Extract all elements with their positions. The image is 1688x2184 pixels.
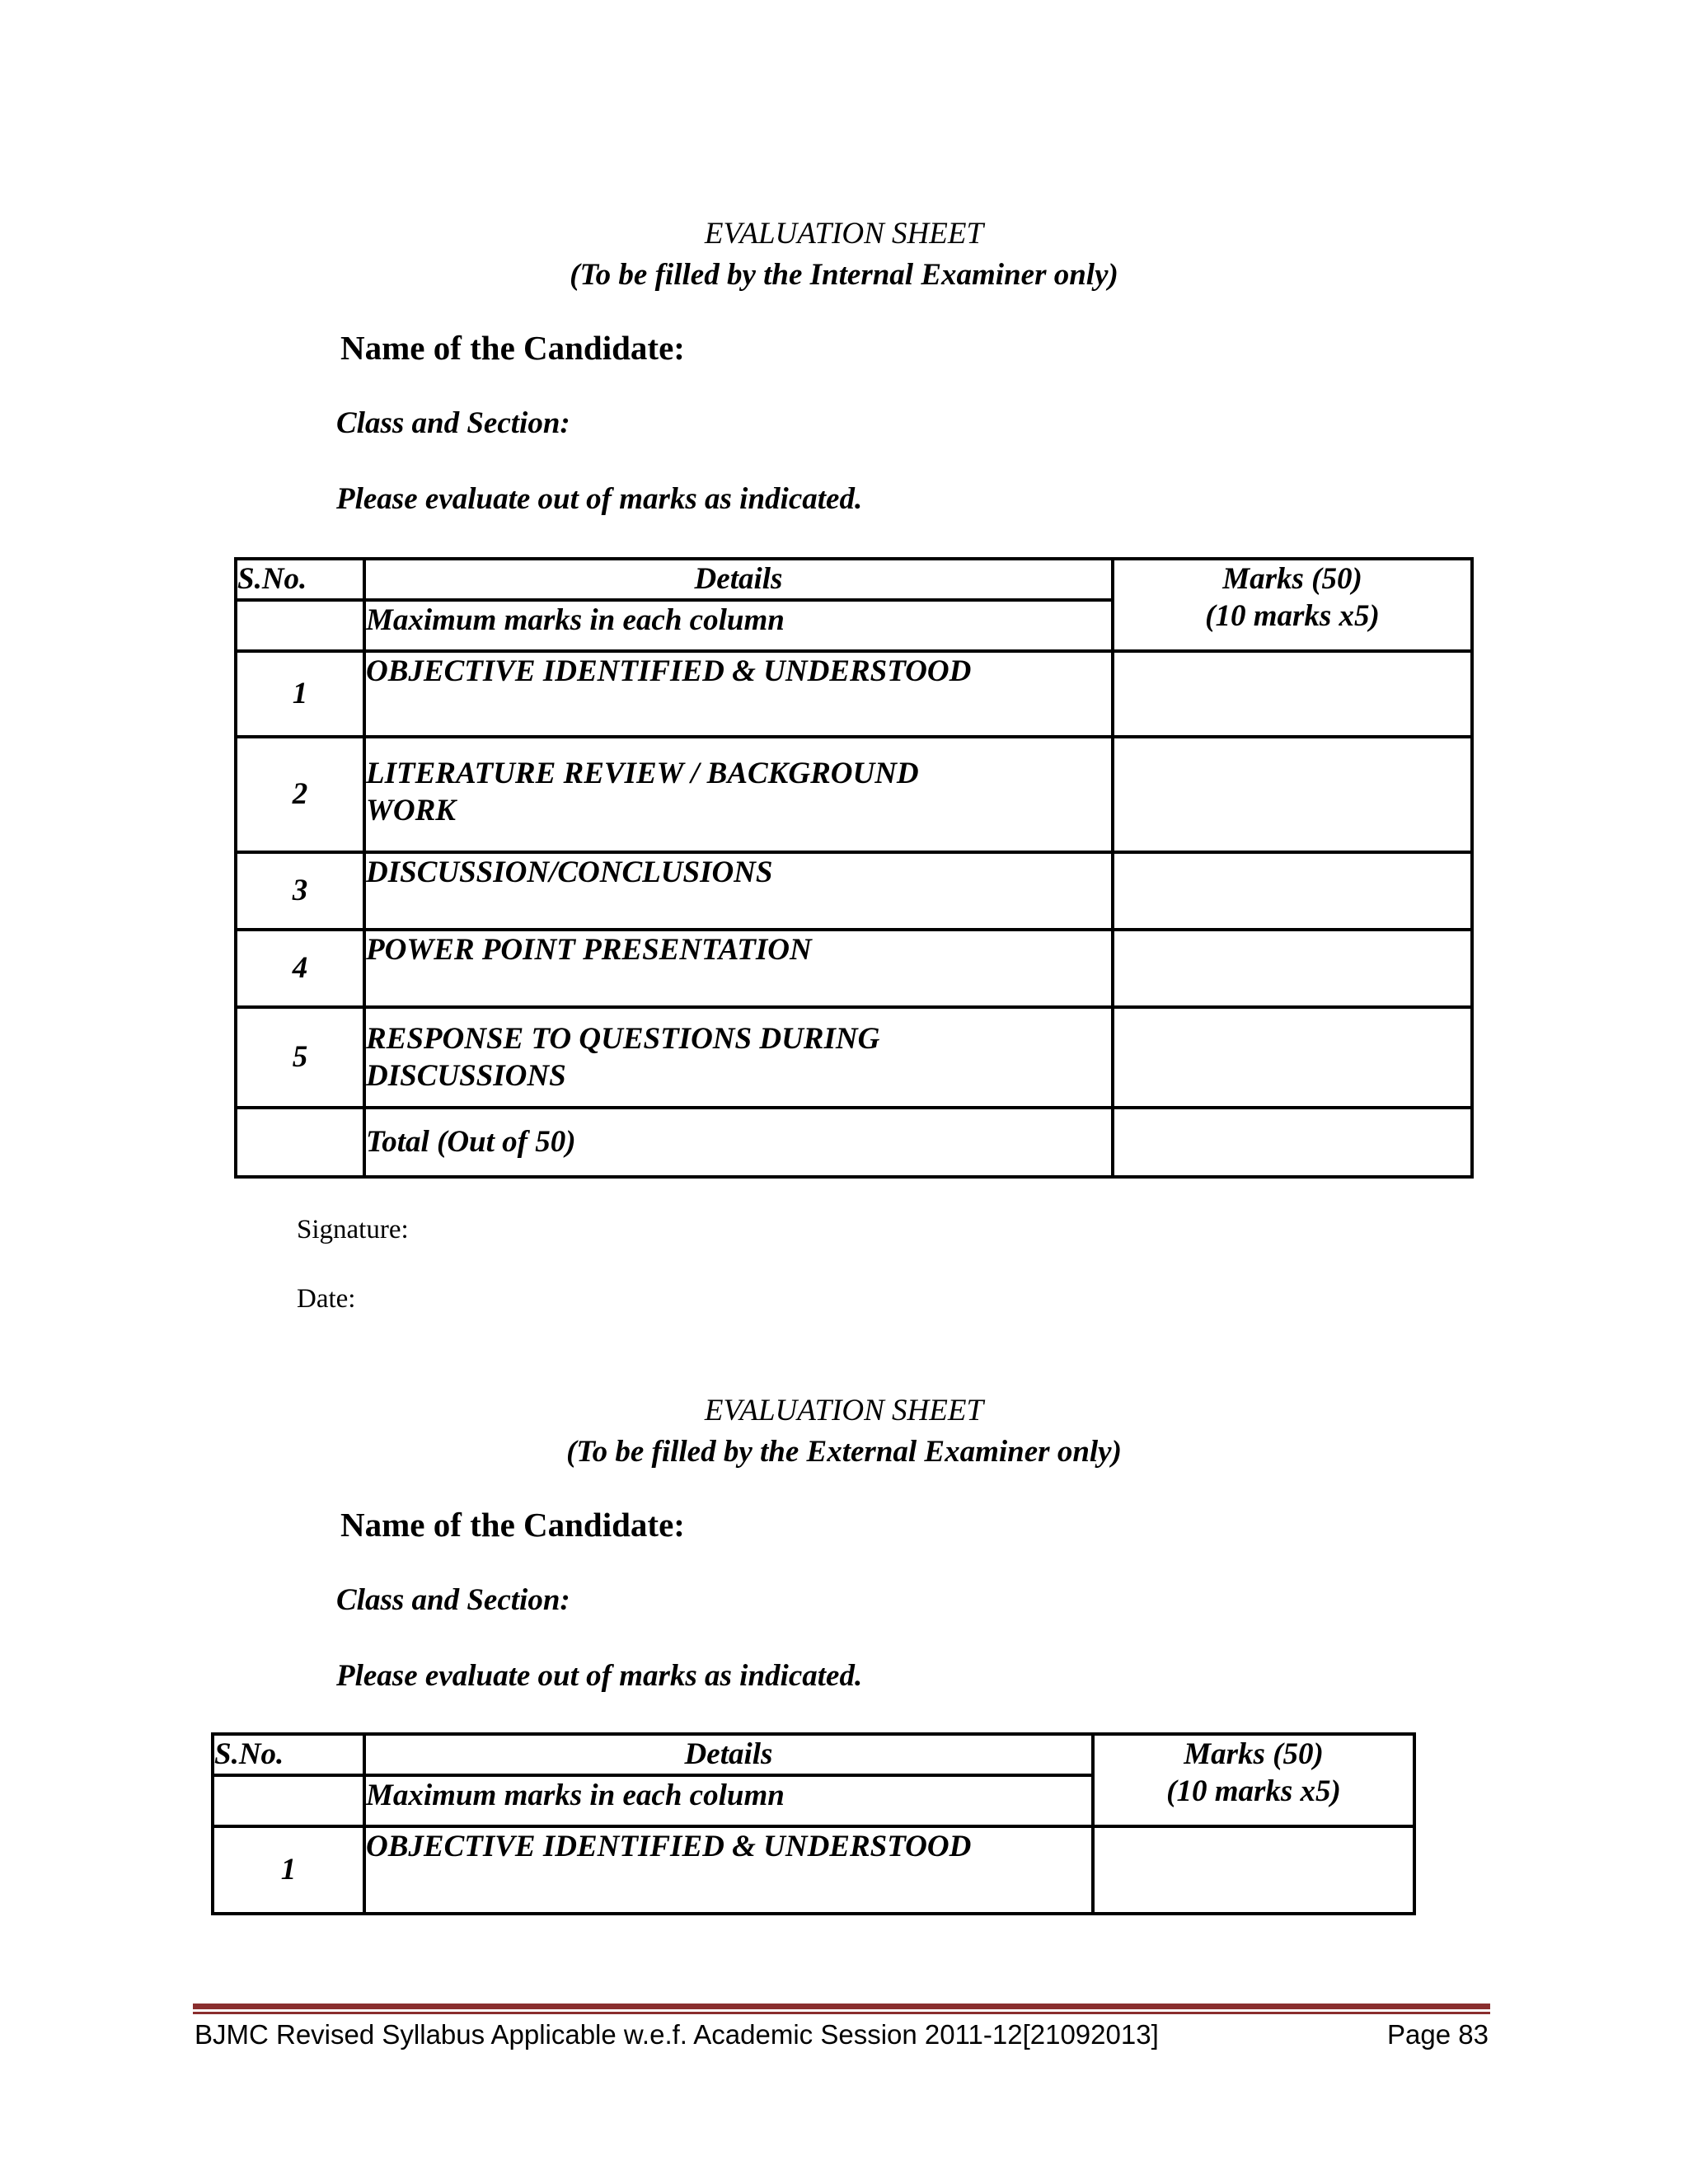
total-sno — [236, 1108, 364, 1177]
table-row — [236, 737, 1472, 852]
sheet2-title: EVALUATION SHEET — [704, 1394, 984, 1427]
header-marks-label: Marks (50) — [1222, 562, 1362, 596]
max-marks-details: Maximum marks in each column — [364, 1775, 1093, 1826]
row-marks-field[interactable] — [1113, 852, 1472, 930]
table-header-row — [213, 1734, 1414, 1775]
header-marks — [1113, 559, 1472, 651]
row-details — [364, 930, 1113, 1007]
max-marks-value: (10 marks x5) — [1205, 599, 1380, 634]
row-details-line: DISCUSSIONS — [366, 1059, 566, 1094]
header-details: Details — [364, 1734, 1093, 1775]
signature-label: Signature: — [297, 1215, 409, 1244]
row-details — [364, 651, 1113, 737]
total-row — [236, 1108, 1472, 1177]
header-marks-label: Marks (50) — [1184, 1737, 1324, 1771]
date-label: Date: — [297, 1284, 356, 1314]
row-marks-field[interactable] — [1113, 737, 1472, 852]
table-header-row — [236, 559, 1472, 600]
sheet2-name-label: Name of the Candidate: — [340, 1506, 685, 1544]
max-marks-sno — [236, 600, 364, 651]
max-marks-details: Maximum marks in each column — [364, 600, 1113, 651]
header-details: Details — [364, 559, 1113, 600]
row-sno: 5 — [236, 1007, 364, 1108]
total-details: Total (Out of 50) — [364, 1108, 1113, 1177]
footer-rule-thin — [193, 2012, 1490, 2014]
row-sno: 1 — [213, 1826, 364, 1914]
sheet2-subtitle: (To be filled by the External Examiner only) — [566, 1435, 1122, 1469]
footer-rule-thick — [193, 2004, 1490, 2009]
header-marks — [1093, 1734, 1414, 1826]
table-row — [236, 930, 1472, 1007]
sheet1-instruction: Please evaluate out of marks as indicated. — [336, 482, 863, 516]
sheet2-class-label: Class and Section: — [336, 1583, 570, 1617]
table-row — [236, 651, 1472, 737]
page-number: Page 83 — [1387, 2019, 1489, 2050]
row-details-line: LITERATURE REVIEW / BACKGROUND — [366, 757, 919, 790]
row-sno: 1 — [236, 651, 364, 737]
row-marks-field[interactable] — [1113, 1007, 1472, 1108]
row-details — [364, 1007, 1113, 1108]
table-row — [236, 852, 1472, 930]
row-sno: 3 — [236, 852, 364, 930]
sheet1-title: EVALUATION SHEET — [704, 217, 984, 251]
header-sno: S.No. — [213, 1734, 364, 1775]
row-sno: 4 — [236, 930, 364, 1007]
row-details — [364, 852, 1113, 930]
row-details-line: DISCUSSION/CONCLUSIONS — [366, 855, 773, 889]
row-details-line: RESPONSE TO QUESTIONS DURING — [366, 1022, 880, 1056]
row-marks-field[interactable] — [1113, 930, 1472, 1007]
row-details-line: POWER POINT PRESENTATION — [366, 933, 812, 967]
footer-text: BJMC Revised Syllabus Applicable w.e.f. Academic Session 2011-12[21092013] — [195, 2019, 1159, 2050]
page-footer — [195, 2019, 1489, 2069]
sheet2-instruction: Please evaluate out of marks as indicated. — [336, 1659, 863, 1693]
row-marks-field[interactable] — [1093, 1826, 1414, 1914]
row-sno: 2 — [236, 737, 364, 852]
row-marks-field[interactable] — [1113, 651, 1472, 737]
sheet1-evaluation-table — [234, 557, 1474, 1179]
header-sno: S.No. — [236, 559, 364, 600]
table-row — [236, 1007, 1472, 1108]
row-details-line: WORK — [366, 794, 456, 828]
table-row — [213, 1826, 1414, 1914]
sheet1-name-label: Name of the Candidate: — [340, 329, 685, 367]
max-marks-sno — [213, 1775, 364, 1826]
sheet2-evaluation-table — [211, 1732, 1416, 1915]
row-details — [364, 737, 1113, 852]
sheet1-class-label: Class and Section: — [336, 406, 570, 440]
row-details-line: OBJECTIVE IDENTIFIED & UNDERSTOOD — [366, 1830, 972, 1863]
max-marks-value: (10 marks x5) — [1166, 1774, 1341, 1809]
row-details-line: OBJECTIVE IDENTIFIED & UNDERSTOOD — [366, 654, 972, 688]
row-details — [364, 1826, 1093, 1914]
sheet1-subtitle: (To be filled by the Internal Examiner only) — [570, 258, 1118, 292]
total-marks-field[interactable] — [1113, 1108, 1472, 1177]
